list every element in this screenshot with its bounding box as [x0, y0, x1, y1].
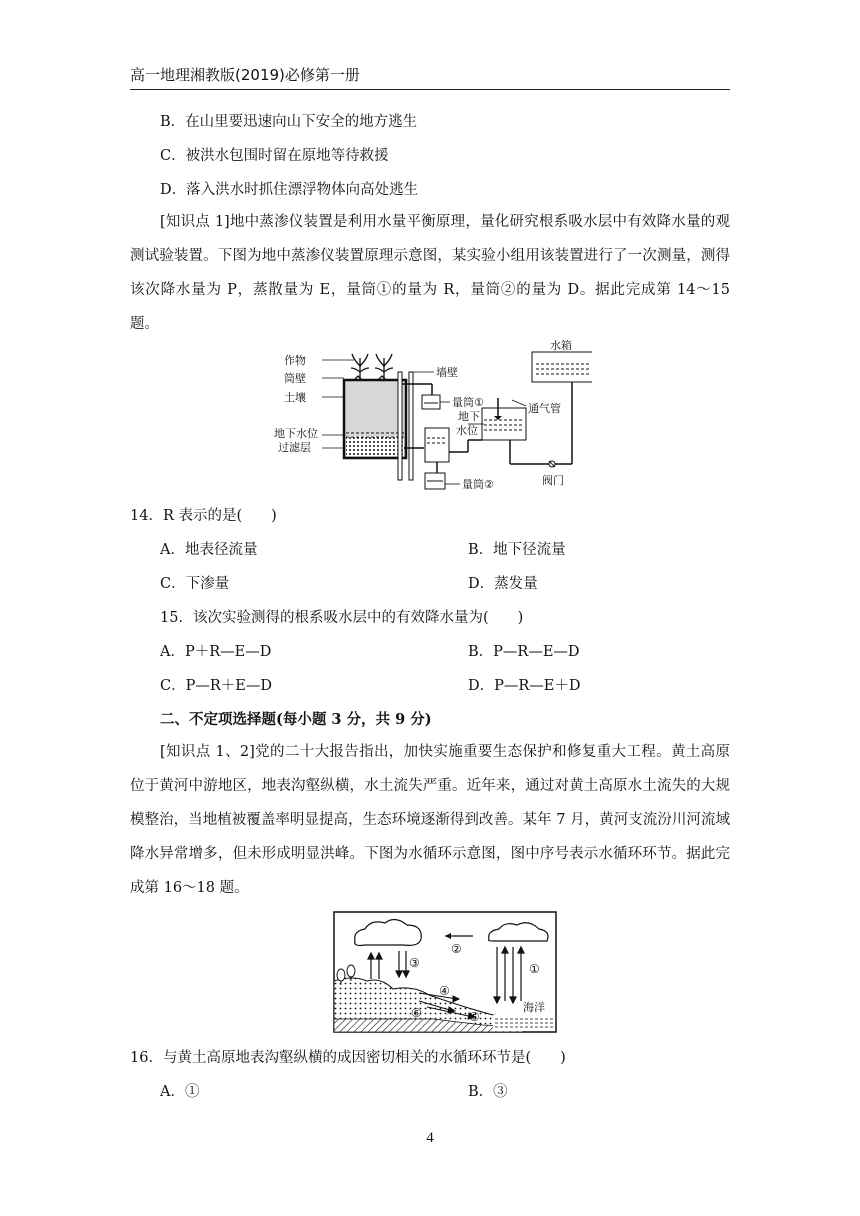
label-cylinder1: 量筒① [452, 396, 484, 409]
lysimeter-diagram [272, 340, 592, 504]
crop-plants [351, 354, 393, 380]
q16-stem: 16．与黄土高原地表沟壑纵横的成因密切相关的水循环环节是( ) [130, 1050, 566, 1066]
header-divider [130, 89, 730, 90]
label-tube-wall: 筒壁 [284, 372, 306, 385]
label-gw-level-line1: 地下 [458, 410, 480, 423]
q14-option-d: D．蒸发量 [468, 576, 538, 592]
q14-option-a: A．地表径流量 [160, 542, 258, 558]
label-soil: 土壤 [284, 391, 306, 404]
label-n2: ② [451, 942, 462, 956]
q15-option-b: B．P—R—E—D [468, 644, 580, 660]
label-valve: 阀门 [542, 474, 564, 487]
page-header: 高一地理湘教版(2019)必修第一册 [130, 66, 360, 84]
filter-layer-fill [346, 436, 404, 456]
label-groundwater-level: 地下水位 [274, 427, 318, 440]
q16-option-a: A．① [160, 1084, 200, 1100]
q14-option-b: B．地下径流量 [468, 542, 566, 558]
q14-stem: 14．R 表示的是( ) [130, 508, 277, 524]
q13-option-d: D．落入洪水时抓住漂浮物体向高处逃生 [160, 182, 419, 198]
water-cycle-diagram [333, 911, 557, 1037]
label-cylinder2: 量筒② [462, 478, 494, 491]
label-n1: ① [529, 962, 540, 976]
label-water-tank: 水箱 [550, 340, 572, 352]
q15-option-a: A．P＋R—E—D [160, 644, 272, 660]
intro-paragraph-1: [知识点 1]地中蒸渗仪装置是利用水量平衡原理，量化研究根系吸水层中有效降水量的观测试验装置。下图为地中蒸渗仪装置原理示意图，某实验小组用该装置进行了一次测量，测得该次降水量为 P，蒸散量为 E，量筒①的量为 R，量筒②的量为 D。据此完成第 14～15 题。 [130, 214, 730, 332]
q15-option-c: C．P—R＋E—D [160, 678, 272, 694]
label-n6: ⑥ [411, 1006, 422, 1020]
label-crop: 作物 [284, 354, 306, 367]
label-vent-pipe: 通气管 [528, 402, 561, 415]
label-gw-level-line2: 水位 [456, 424, 478, 437]
q13-option-c: C．被洪水包围时留在原地等待救援 [160, 148, 389, 164]
label-n5: ⑤ [469, 1010, 480, 1024]
q13-option-b: B．在山里要迅速向山下安全的地方逃生 [160, 114, 418, 130]
label-filter-layer: 过滤层 [278, 441, 311, 454]
q15-option-d: D．P—R—E＋D [468, 678, 581, 694]
q14-option-c: C．下渗量 [160, 576, 230, 592]
section-title: 二、不定项选择题(每小题 3 分，共 9 分) [160, 711, 432, 728]
page-number: 4 [426, 1130, 434, 1146]
q15-stem: 15．该次实验测得的根系吸水层中的有效降水量为( ) [160, 610, 524, 626]
label-wall: 墙壁 [436, 366, 458, 379]
label-n3: ③ [409, 956, 420, 970]
q16-option-b: B．③ [468, 1084, 508, 1100]
label-ocean: 海洋 [523, 1001, 545, 1014]
intro-paragraph-2: [知识点 1、2]党的二十大报告指出，加快实施重要生态保护和修复重大工程。黄土高原位于黄河中游地区，地表沟壑纵横，水土流失严重。近年来，通过对黄土高原水土流失的大规模整治，当地植被覆盖率明显提高，生态环境逐渐得到改善。某年 7 月，黄河支流汾川河流域降水异常增多，但未形成明显洪峰。下图为水循环示意图，图中序号表示水循环环节。据此完成第 16～18 题。 [130, 744, 730, 896]
label-n4: ④ [439, 984, 450, 998]
